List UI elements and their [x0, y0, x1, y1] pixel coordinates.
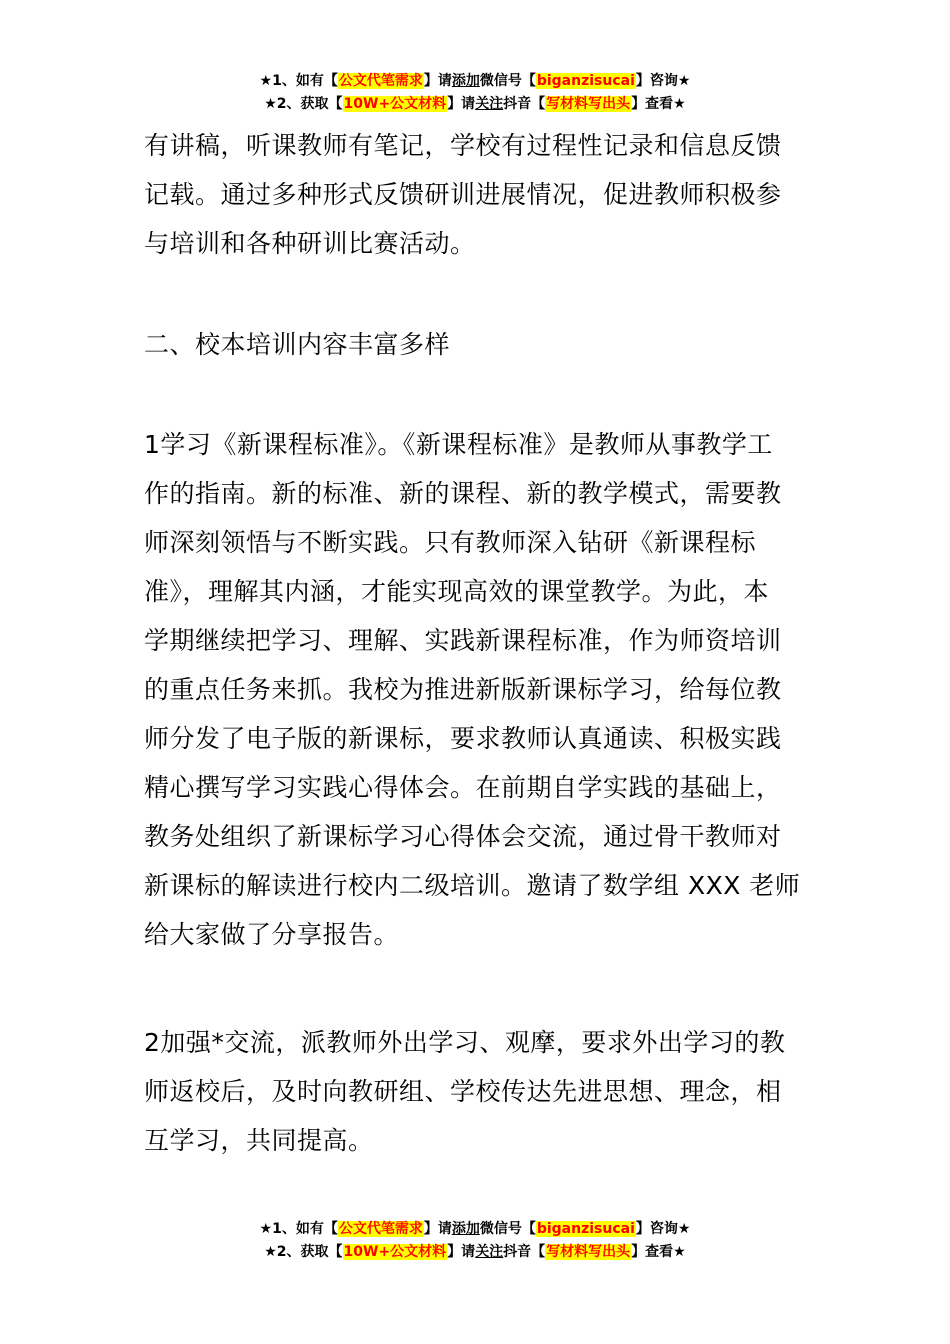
footer-banner — [0, 1218, 950, 1264]
banner-highlight: 公文代笔需求 — [338, 73, 423, 89]
text-line: 记载。通过多种形式反馈研训进展情况，促进教师积极参 — [144, 180, 782, 209]
text-line: 师深刻领悟与不断实践。只有教师深入钻研《新课程标 — [144, 528, 757, 557]
banner-text: 】咨询★ — [635, 1221, 691, 1237]
banner-text: 抖音【 — [503, 96, 546, 112]
banner-text: 】咨询★ — [635, 73, 691, 89]
banner-text: 】请 — [447, 96, 476, 112]
banner-text: 抖音【 — [503, 1244, 546, 1260]
text-line: 作的指南。新的标准、新的课程、新的教学模式，需要教 — [144, 479, 782, 508]
banner-line-1 — [0, 70, 950, 93]
paragraph-exchange — [144, 1018, 808, 1165]
banner-text: 】请 — [423, 73, 452, 89]
banner-highlight: biganzisucai — [536, 1221, 635, 1237]
text-line: 互学习，共同提高。 — [144, 1126, 374, 1155]
banner-highlight: biganzisucai — [536, 73, 635, 89]
heading-text: 二、校本培训内容丰富多样 — [144, 330, 451, 359]
banner-underline: 关注 — [475, 96, 504, 112]
banner-underline: 关注 — [475, 1244, 504, 1260]
banner-text: ★1、如有【 — [259, 73, 338, 89]
banner-text: ★1、如有【 — [259, 1221, 338, 1237]
banner-text: 】请 — [447, 1244, 476, 1260]
paragraph-new-curriculum — [144, 420, 808, 959]
banner-text: ★2、获取【 — [264, 96, 343, 112]
text-line: 有讲稿，听课教师有笔记，学校有过程性记录和信息反馈 — [144, 131, 782, 160]
text-line: 教务处组织了新课标学习心得体会交流，通过骨干教师对 — [144, 822, 782, 851]
banner-highlight: 公文代笔需求 — [338, 1221, 423, 1237]
text-line: 学期继续把学习、理解、实践新课程标准，作为师资培训 — [144, 626, 782, 655]
banner-text: 微信号【 — [479, 73, 536, 89]
text-line: 的重点任务来抓。我校为推进新版新课标学习，给每位教 — [144, 675, 782, 704]
banner-line-1 — [0, 1218, 950, 1241]
banner-text: 微信号【 — [479, 1221, 536, 1237]
banner-highlight: 写材料写出头 — [546, 1244, 631, 1260]
banner-highlight: 写材料写出头 — [546, 96, 631, 112]
banner-line-2 — [0, 93, 950, 116]
banner-highlight: 10W+公文材料 — [343, 96, 447, 112]
header-banner — [0, 70, 950, 116]
banner-text: 】请 — [423, 1221, 452, 1237]
text-line: 准》，理解其内涵，才能实现高效的课堂教学。为此，本 — [144, 577, 770, 606]
banner-highlight: 10W+公文材料 — [343, 1244, 447, 1260]
text-line: 2加强*交流，派教师外出学习、观摩，要求外出学习的教 — [144, 1028, 786, 1057]
banner-underline: 添加 — [451, 1221, 480, 1237]
banner-text: 】查看★ — [631, 1244, 686, 1260]
banner-text: ★2、获取【 — [264, 1244, 343, 1260]
text-line: 1学习《新课程标准》。《新课程标准》是教师从事教学工 — [144, 430, 773, 459]
text-line: 新课标的解读进行校内二级培训。邀请了数学组 XXX 老师 — [144, 871, 801, 900]
text-line: 与培训和各种研训比赛活动。 — [144, 229, 476, 258]
banner-line-2 — [0, 1241, 950, 1264]
paragraph-feedback — [144, 121, 808, 268]
banner-text: 】查看★ — [631, 96, 686, 112]
text-line: 精心撰写学习实践心得体会。在前期自学实践的基础上， — [144, 773, 782, 802]
text-line: 给大家做了分享报告。 — [144, 920, 400, 949]
text-line: 师分发了电子版的新课标，要求教师认真通读、积极实践 — [144, 724, 782, 753]
banner-underline: 添加 — [451, 73, 480, 89]
section-heading — [144, 320, 808, 369]
text-line: 师返校后，及时向教研组、学校传达先进思想、理念，相 — [144, 1077, 782, 1106]
